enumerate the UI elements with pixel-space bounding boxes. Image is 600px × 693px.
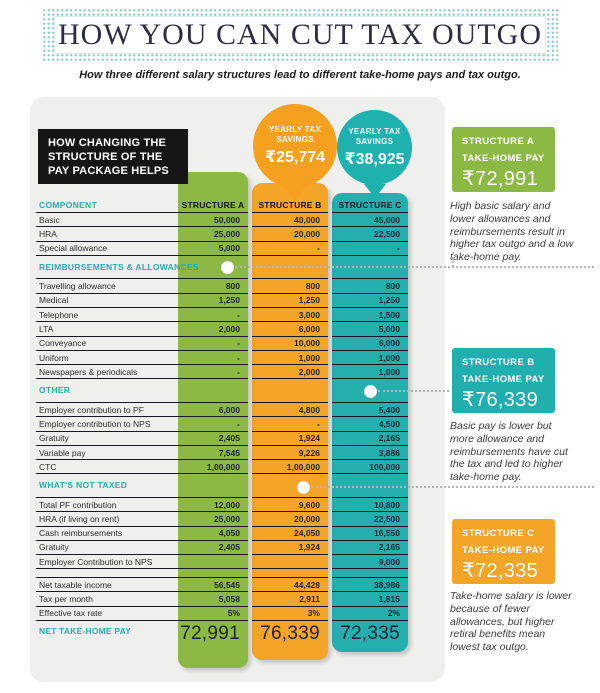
table-row: [36, 526, 408, 540]
title-dotted-banner: [42, 8, 558, 62]
table-row: [36, 241, 408, 255]
cell-structure-a: 50,000: [178, 212, 248, 226]
structure-c-takehome-panel: [452, 519, 555, 584]
row-label: Cash reimbursements: [36, 526, 178, 540]
cell-structure-c: 38,986: [332, 577, 408, 591]
yearly-tax-savings-balloon-c: [337, 110, 412, 185]
panel-takehome-amount: ₹72,991: [462, 168, 538, 190]
panel-structure-name: STRUCTURE A: [462, 136, 535, 147]
cell-structure-a: -: [178, 364, 248, 378]
row-label: CTC: [36, 459, 178, 473]
row-label: Special allowance: [36, 241, 178, 255]
divider-segment: [178, 255, 248, 256]
savings-amount: ₹38,925: [344, 150, 405, 168]
row-label: Medical: [36, 293, 178, 307]
divider-segment: [252, 255, 328, 256]
cell-structure-a: -: [178, 336, 248, 350]
cell-structure-b: 1,00,000: [252, 459, 328, 473]
cell-structure-a: [178, 554, 248, 568]
panel-takehome-amount: ₹76,339: [462, 389, 538, 411]
row-label: Telephone: [36, 307, 178, 321]
cell-structure-a: 12,000: [178, 497, 248, 511]
yearly-tax-savings-balloon-b: [253, 104, 337, 188]
balloon-pointer-icon: [364, 184, 386, 198]
panel-structure-name: STRUCTURE C: [462, 528, 535, 539]
cell-structure-b: 1,000: [252, 350, 328, 364]
cell-structure-c: 5,000: [332, 321, 408, 335]
cell-structure-c: 1,500: [332, 307, 408, 321]
table-header-row: [36, 198, 408, 212]
cell-structure-c: -: [332, 241, 408, 255]
section-heading: OTHER: [39, 385, 71, 396]
row-label: HRA: [36, 226, 178, 240]
net-takehome-structure-c: 72,335: [340, 622, 400, 644]
column-header-structure-a: STRUCTURE A: [181, 200, 245, 210]
cell-structure-c: 1,000: [332, 364, 408, 378]
cell-structure-a: 4,050: [178, 526, 248, 540]
table-row: [36, 445, 408, 459]
cell-structure-c: 1,250: [332, 293, 408, 307]
structure-b-takehome-panel: [452, 348, 555, 413]
table-row: [36, 226, 408, 240]
cell-structure-a: 56,545: [178, 577, 248, 591]
panel-takehome-label: TAKE-HOME PAY: [462, 374, 545, 385]
divider-segment: [36, 473, 178, 474]
cell-structure-c: 10,800: [332, 497, 408, 511]
cell-structure-c: 45,000: [332, 212, 408, 226]
row-label: Conveyance: [36, 336, 178, 350]
cell-structure-b: 9,600: [252, 497, 328, 511]
cell-structure-c: 2,165: [332, 431, 408, 445]
cell-structure-a: 2,000: [178, 321, 248, 335]
column-header-structure-b: STRUCTURE B: [258, 200, 322, 210]
divider-segment: [332, 378, 408, 379]
table-row: [36, 336, 408, 350]
cell-structure-b: -: [252, 241, 328, 255]
savings-amount: ₹25,774: [264, 149, 326, 166]
table-row: [36, 350, 408, 364]
cell-structure-a: 800: [178, 278, 248, 292]
row-label: Travelling allowance: [36, 278, 178, 292]
row-label: Employer contribution to NPS: [36, 416, 178, 430]
cell-structure-a: 1,250: [178, 293, 248, 307]
panel-takehome-label: TAKE-HOME PAY: [462, 153, 545, 164]
table-row: [36, 540, 408, 554]
cell-structure-a: 25,000: [178, 226, 248, 240]
column-header-component: COMPONENT: [39, 200, 97, 210]
row-label: Basic: [36, 212, 178, 226]
table-row: [36, 402, 408, 416]
table-row: [36, 554, 408, 568]
divider-segment: [252, 378, 328, 379]
row-label: HRA (if living on rent): [36, 511, 178, 525]
cell-structure-a: -: [178, 416, 248, 430]
table-block: [36, 497, 408, 568]
cell-structure-a: 1,00,000: [178, 459, 248, 473]
cell-structure-b: 20,000: [252, 226, 328, 240]
table-row: [36, 416, 408, 430]
cell-structure-c: 1,815: [332, 591, 408, 605]
panel-structure-name: STRUCTURE B: [462, 357, 535, 368]
savings-label: YEARLY TAX SAVINGS: [348, 126, 401, 146]
table-block: [36, 577, 408, 620]
cell-structure-b: 10,000: [252, 336, 328, 350]
cell-structure-c: 2%: [332, 606, 408, 620]
cell-structure-c: 1,000: [332, 350, 408, 364]
cell-structure-b: 9,226: [252, 445, 328, 459]
section-header-row: [36, 473, 408, 497]
divider-segment: [36, 255, 178, 256]
divider-segment: [252, 473, 328, 474]
cell-structure-b: 24,050: [252, 526, 328, 540]
structure-a-description: High basic salary and lower allowances and reimbursements result in higher tax outgo and a low take-home pay.: [450, 200, 574, 264]
panel-takehome-amount: ₹72,335: [462, 560, 538, 582]
net-takehome-row: [36, 620, 408, 653]
row-label: Gratuity: [36, 431, 178, 445]
cell-structure-b: 1,250: [252, 293, 328, 307]
cell-structure-b: 40,000: [252, 212, 328, 226]
intro-box: HOW CHANGING THE STRUCTURE OF THE PAY PACKAGE HELPS: [38, 129, 188, 184]
table-block: [36, 212, 408, 255]
net-takehome-structure-b: 76,339: [260, 622, 320, 644]
cell-structure-b: [252, 554, 328, 568]
table-row: [36, 321, 408, 335]
dotted-connector-stub-a: [452, 252, 454, 267]
cell-structure-b: 2,000: [252, 364, 328, 378]
cell-structure-b: 1,924: [252, 431, 328, 445]
cell-structure-c: 6,000: [332, 336, 408, 350]
divider-segment: [36, 378, 178, 379]
table-row: [36, 591, 408, 605]
cell-structure-b: 3,000: [252, 307, 328, 321]
structure-c-description: Take-home salary is lower because of fewer allowances, but higher retiral benefits mean lowest tax outgo.: [450, 590, 572, 654]
net-takehome-structure-a: 72,991: [180, 622, 240, 644]
cell-structure-c: 5,400: [332, 402, 408, 416]
cell-structure-a: -: [178, 307, 248, 321]
table-row: [36, 431, 408, 445]
page-title: HOW YOU CAN CUT TAX OUTGO: [58, 18, 542, 51]
cell-structure-b: 20,000: [252, 511, 328, 525]
row-label: Tax per month: [36, 591, 178, 605]
section-heading: REIMBURSEMENTS & ALLOWANCES: [39, 261, 199, 272]
cell-structure-c: 22,500: [332, 226, 408, 240]
divider-segment: [332, 568, 408, 569]
cell-structure-a: 5,058: [178, 591, 248, 605]
row-label: Effective tax rate: [36, 606, 178, 620]
cell-structure-c: 9,000: [332, 554, 408, 568]
cell-structure-a: 7,545: [178, 445, 248, 459]
cell-structure-b: 2,911: [252, 591, 328, 605]
row-label: Employer contribution to PF: [36, 402, 178, 416]
table-row: [36, 278, 408, 292]
table-row: [36, 364, 408, 378]
structure-b-description: Basic pay is lower but more allowance and reimbursements have cut the tax and led to higher take-home pay.: [450, 420, 568, 484]
cell-structure-c: 22,500: [332, 511, 408, 525]
cell-structure-c: 800: [332, 278, 408, 292]
connector-dot-icon-b: [364, 385, 377, 398]
table-block: [36, 402, 408, 473]
row-label: Gratuity: [36, 540, 178, 554]
row-label: Uniform: [36, 350, 178, 364]
cell-structure-c: 100,000: [332, 459, 408, 473]
table-block: [36, 278, 408, 378]
cell-structure-b: 6,000: [252, 321, 328, 335]
row-label: Net taxable income: [36, 577, 178, 591]
net-takehome-label: NET TAKE-HOME PAY: [39, 625, 132, 636]
section-header-row: [36, 378, 408, 402]
table-row: [36, 307, 408, 321]
divider-segment: [332, 255, 408, 256]
structure-a-takehome-panel: [452, 127, 555, 192]
section-heading: WHAT'S NOT TAXED: [39, 480, 128, 491]
cell-structure-c: 2,165: [332, 540, 408, 554]
connector-dot-icon-c: [297, 481, 310, 494]
cell-structure-a: 5,000: [178, 241, 248, 255]
column-header-structure-c: STRUCTURE C: [338, 200, 402, 210]
table-row: [36, 606, 408, 620]
row-label: LTA: [36, 321, 178, 335]
title-box: [54, 16, 546, 54]
table-row: [36, 293, 408, 307]
cell-structure-c: 4,500: [332, 416, 408, 430]
table-row: [36, 497, 408, 511]
table-row: [36, 511, 408, 525]
cell-structure-c: 3,886: [332, 445, 408, 459]
divider-segment: [178, 378, 248, 379]
row-label: Total PF contribution: [36, 497, 178, 511]
cell-structure-b: 4,800: [252, 402, 328, 416]
connector-dot-icon-a: [221, 261, 234, 274]
savings-label: YEARLY TAX SAVINGS: [268, 125, 322, 144]
cell-structure-b: 44,428: [252, 577, 328, 591]
cell-structure-a: 25,000: [178, 511, 248, 525]
balloon-pointer-icon: [284, 186, 306, 201]
cell-structure-b: 3%: [252, 606, 328, 620]
divider-segment: [178, 473, 248, 474]
cell-structure-a: 6,000: [178, 402, 248, 416]
divider-segment: [332, 473, 408, 474]
cell-structure-b: 800: [252, 278, 328, 292]
row-label: Employer Contribution to NPS: [36, 554, 178, 568]
divider-segment: [178, 568, 248, 569]
table-body: [36, 212, 408, 653]
row-label: Newspapers & periodicals: [36, 364, 178, 378]
cell-structure-a: 2,405: [178, 540, 248, 554]
cell-structure-b: -: [252, 416, 328, 430]
cell-structure-a: 2,405: [178, 431, 248, 445]
table-row: [36, 212, 408, 226]
table-row: [36, 459, 408, 473]
cell-structure-c: 16,550: [332, 526, 408, 540]
page-subtitle: How three different salary structures lead to different take-home pays and tax outgo.: [79, 69, 521, 81]
panel-takehome-label: TAKE-HOME PAY: [462, 545, 545, 556]
cell-structure-b: 1,924: [252, 540, 328, 554]
row-label: Variable pay: [36, 445, 178, 459]
divider-segment: [36, 568, 178, 569]
cell-structure-a: -: [178, 350, 248, 364]
table-row: [36, 577, 408, 591]
divider-segment: [252, 568, 328, 569]
cell-structure-a: 5%: [178, 606, 248, 620]
